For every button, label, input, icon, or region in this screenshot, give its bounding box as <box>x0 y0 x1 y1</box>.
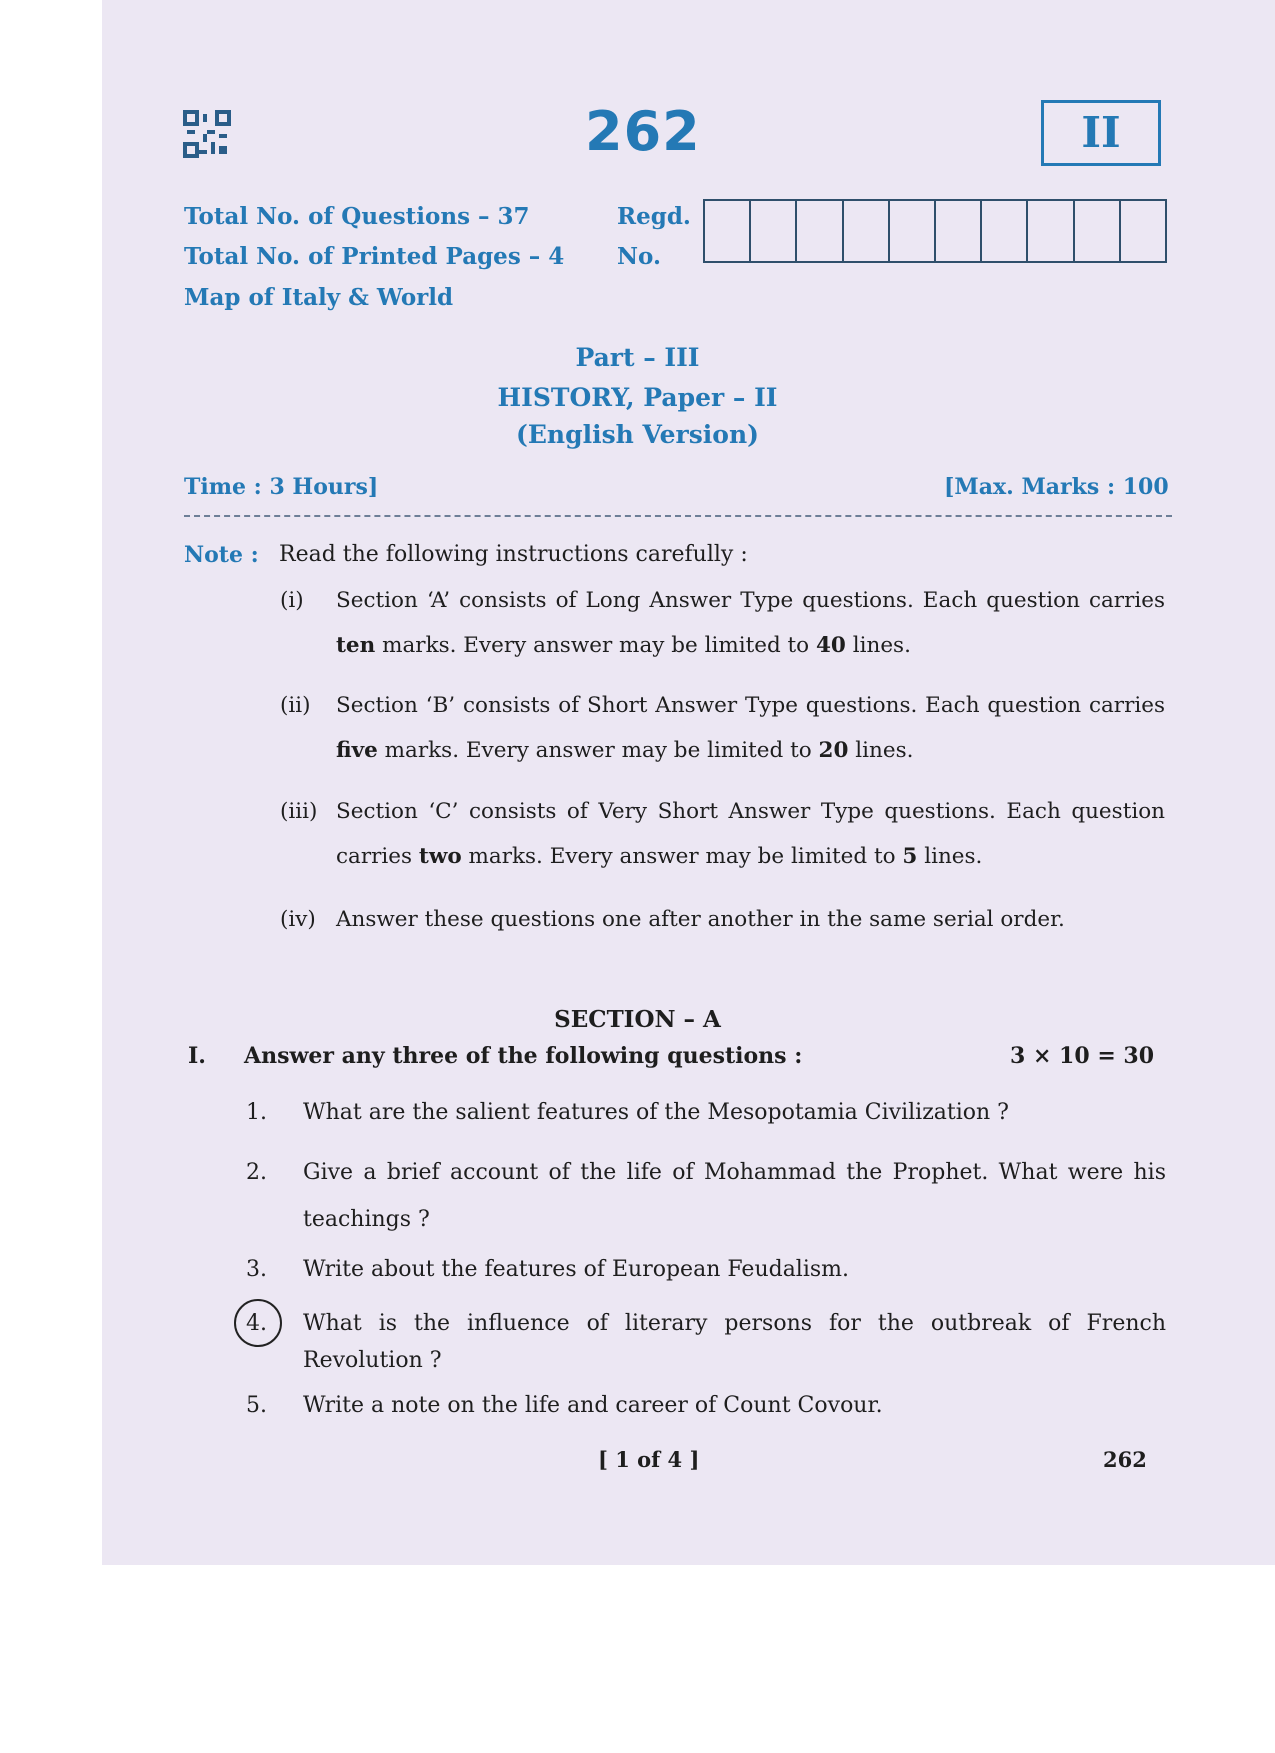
question-item <box>246 1387 1166 1424</box>
question-text: What is the influence of literary persons for the outbreak of French Revolution ? <box>303 1311 1166 1373</box>
instruction-text: lines. <box>848 738 914 763</box>
instruction-text: Answer these questions one after another in the same serial order. <box>336 907 1065 932</box>
regd-label: Regd. <box>617 203 691 230</box>
note-label: Note : <box>184 542 259 568</box>
instruction-number: (iv) <box>280 907 316 932</box>
registration-digit-box[interactable] <box>751 201 797 261</box>
question-text: What are the salient features of the Mesopotamia Civilization ? <box>303 1100 1009 1125</box>
instruction-text: marks. Every answer may be limited to <box>377 738 819 763</box>
instruction-text: Section ‘C’ consists of Very Short Answer Type questions. Each question carries <box>336 799 1165 869</box>
registration-digit-box[interactable] <box>1121 201 1165 261</box>
subject-title: HISTORY, Paper – II <box>497 383 778 412</box>
registration-digit-box[interactable] <box>705 201 751 261</box>
instruction-lines-number: 5 <box>902 844 918 869</box>
instruction-lines-number: 20 <box>818 738 849 763</box>
instruction-text: marks. Every answer may be limited to <box>461 844 903 869</box>
instruction-text: Section ‘B’ consists of Short Answer Type questions. Each question carries <box>336 693 1165 718</box>
question-number: 1. <box>246 1100 267 1125</box>
paper-number-box: II <box>1041 100 1161 166</box>
question-text: Write a note on the life and career of Count Covour. <box>303 1393 883 1418</box>
total-questions: Total No. of Questions – 37 <box>184 203 530 230</box>
map-note: Map of Italy & World <box>184 284 454 311</box>
section-a-marks: 3 × 10 = 30 <box>1010 1043 1155 1069</box>
instruction-number: (iii) <box>280 799 318 824</box>
instruction-item <box>280 578 1165 668</box>
instruction-marks-word: five <box>336 738 378 763</box>
registration-digit-box[interactable] <box>797 201 843 261</box>
question-text: Give a brief account of the life of Mohammad the Prophet. What were his teachings ? <box>303 1160 1166 1232</box>
section-a-heading: SECTION – A <box>554 1006 721 1033</box>
time-allowed: Time : 3 Hours] <box>184 474 379 500</box>
instruction-item <box>280 789 1165 879</box>
question-item <box>246 1094 1166 1131</box>
qr-code-icon <box>183 110 231 158</box>
instruction-marks-word: ten <box>336 633 376 658</box>
registration-digit-box[interactable] <box>890 201 936 261</box>
header-divider <box>184 515 1172 517</box>
question-number: 2. <box>246 1160 267 1185</box>
page-number: [ 1 of 4 ] <box>598 1447 700 1472</box>
registration-digit-box[interactable] <box>936 201 982 261</box>
question-item <box>246 1305 1166 1379</box>
question-text: Write about the features of European Feudalism. <box>303 1257 850 1282</box>
part-title: Part – III <box>575 343 700 372</box>
version-title: (English Version) <box>516 420 759 449</box>
max-marks: [Max. Marks : 100 <box>944 474 1169 500</box>
registration-digit-box[interactable] <box>844 201 890 261</box>
instruction-text: Section ‘A’ consists of Long Answer Type questions. Each question carries <box>336 588 1165 613</box>
footer-code: 262 <box>1103 1447 1147 1472</box>
instruction-text: lines. <box>845 633 911 658</box>
question-item <box>246 1251 1166 1288</box>
instruction-text: marks. Every answer may be limited to <box>375 633 816 658</box>
registration-digit-box[interactable] <box>982 201 1028 261</box>
note-intro: Read the following instructions carefully : <box>279 542 748 567</box>
paper-code: 262 <box>585 100 701 163</box>
question-number: 4. <box>246 1311 267 1336</box>
instruction-number: (i) <box>280 588 304 613</box>
section-a-roman: I. <box>188 1043 206 1069</box>
instruction-text: lines. <box>917 844 983 869</box>
registration-digit-box[interactable] <box>1075 201 1121 261</box>
instruction-lines-number: 40 <box>815 633 846 658</box>
question-item <box>246 1149 1166 1243</box>
registration-number-boxes[interactable] <box>703 199 1167 263</box>
instruction-item <box>280 897 1165 942</box>
question-number: 5. <box>246 1393 267 1418</box>
instruction-marks-word: two <box>418 844 462 869</box>
total-pages: Total No. of Printed Pages – 4 <box>184 243 565 270</box>
section-a-instruction: Answer any three of the following questions : <box>244 1043 803 1069</box>
question-number: 3. <box>246 1257 267 1282</box>
regd-no-label: No. <box>617 243 661 270</box>
instruction-item <box>280 683 1165 773</box>
instruction-number: (ii) <box>280 693 311 718</box>
registration-digit-box[interactable] <box>1028 201 1074 261</box>
